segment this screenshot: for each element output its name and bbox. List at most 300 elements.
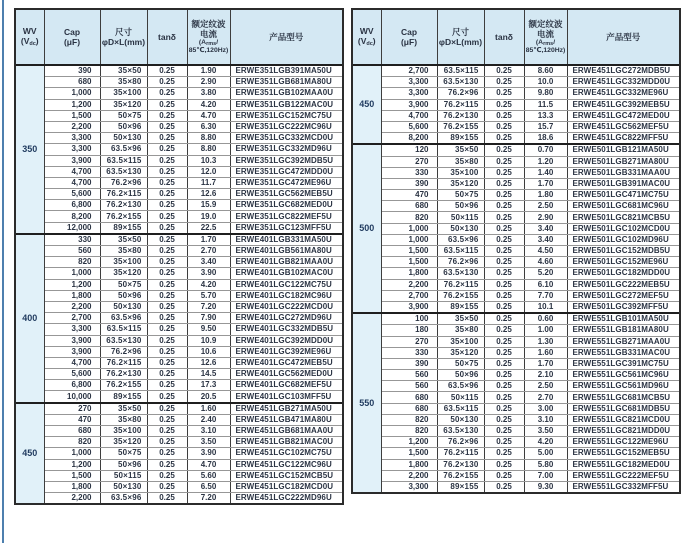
ripple-current-cell: 2.90	[524, 212, 567, 223]
ripple-current-cell: 5.70	[187, 290, 230, 301]
cap-cell: 560	[44, 246, 100, 257]
spec-row	[352, 290, 680, 301]
spec-row	[15, 177, 343, 188]
size-cell: 50×130	[100, 301, 147, 312]
spec-row	[352, 414, 680, 425]
tan-delta-cell: 0.25	[484, 201, 524, 212]
tan-delta-cell: 0.25	[147, 234, 187, 246]
tan-delta-cell: 0.25	[484, 99, 524, 110]
part-number-cell: ERWE351LGB681MA80U	[230, 77, 343, 88]
page-margin-line	[2, 0, 4, 543]
part-number-cell: ERWE551LGC182MED0U	[567, 459, 680, 470]
spec-row	[352, 392, 680, 403]
spec-row	[352, 110, 680, 121]
cap-cell: 1,500	[44, 470, 100, 481]
size-cell: 50×75	[100, 110, 147, 121]
tan-delta-cell: 0.25	[147, 155, 187, 166]
size-cell: 63.5×96	[437, 381, 484, 392]
ripple-current-cell: 1.80	[524, 190, 567, 201]
capacitor-spec-table	[351, 8, 681, 494]
tan-delta-cell: 0.25	[484, 65, 524, 77]
ripple-current-cell: 19.0	[187, 211, 230, 222]
size-cell: 63.5×130	[100, 335, 147, 346]
tan-delta-cell: 0.25	[484, 144, 524, 156]
ripple-current-cell: 8.80	[187, 144, 230, 155]
size-cell: 35×100	[437, 167, 484, 178]
spec-row	[352, 279, 680, 290]
size-cell: 35×80	[100, 246, 147, 257]
capacitor-spec-table	[14, 8, 344, 505]
size-cell: 35×100	[437, 336, 484, 347]
size-cell: 63.5×96	[100, 144, 147, 155]
spec-row	[352, 121, 680, 132]
cap-cell: 1,200	[381, 437, 437, 448]
ripple-current-cell: 2.70	[187, 246, 230, 257]
cap-cell: 3,900	[381, 301, 437, 313]
cap-cell: 2,200	[44, 121, 100, 132]
tan-delta-cell: 0.25	[147, 200, 187, 211]
spec-row	[352, 144, 680, 156]
cap-cell: 820	[381, 426, 437, 437]
size-cell: 76.2×155	[437, 121, 484, 132]
tan-delta-cell: 0.25	[147, 301, 187, 312]
ripple-current-cell: 4.60	[524, 257, 567, 268]
part-number-cell: ERWE351LGB391MA50U	[230, 65, 343, 77]
size-cell: 50×75	[100, 279, 147, 290]
ripple-current-cell: 6.50	[187, 481, 230, 492]
spec-row	[15, 380, 343, 391]
size-cell: 76.2×115	[437, 448, 484, 459]
size-cell: 50×130	[100, 481, 147, 492]
spec-row	[15, 426, 343, 437]
part-number-cell: ERWE501LGC102MD96U	[567, 234, 680, 245]
size-cell: 35×120	[100, 437, 147, 448]
ripple-current-cell: 1.90	[187, 65, 230, 77]
ripple-current-cell: 2.50	[524, 381, 567, 392]
size-cell: 50×75	[437, 358, 484, 369]
size-cell: 63.5×96	[100, 493, 147, 505]
part-number-cell: ERWE401LGC562MED0U	[230, 369, 343, 380]
cap-cell: 5,600	[381, 121, 437, 132]
cap-cell: 8,200	[44, 211, 100, 222]
cap-cell: 1,500	[44, 110, 100, 121]
size-cell: 76.2×115	[437, 279, 484, 290]
wv-label: WV	[22, 26, 37, 37]
tan-delta-cell: 0.25	[484, 121, 524, 132]
part-number-cell: ERWE401LGC182MC96U	[230, 290, 343, 301]
part-number-cell: ERWE551LGB331MAC0U	[567, 347, 680, 358]
part-number-cell: ERWE551LGC681MDB5U	[567, 403, 680, 414]
cap-cell: 3,900	[44, 155, 100, 166]
cap-cell: 390	[381, 178, 437, 189]
size-cell: 89×155	[437, 481, 484, 493]
part-number-cell: ERWE401LGC392MDD0U	[230, 335, 343, 346]
tan-delta-cell: 0.25	[484, 212, 524, 223]
size-cell: 35×80	[437, 325, 484, 336]
spec-row	[352, 167, 680, 178]
cap-cell: 680	[381, 403, 437, 414]
tan-delta-cell: 0.25	[484, 325, 524, 336]
cap-cell: 560	[381, 381, 437, 392]
spec-row	[15, 155, 343, 166]
cap-cell: 680	[44, 77, 100, 88]
spec-row	[352, 133, 680, 145]
size-cell: 76.2×130	[100, 200, 147, 211]
tan-delta-cell: 0.25	[147, 279, 187, 290]
spec-row	[15, 448, 343, 459]
ripple-current-cell: 6.30	[187, 121, 230, 132]
ripple-current-cell: 3.50	[524, 426, 567, 437]
cap-cell: 1,800	[381, 268, 437, 279]
ripple-current-cell: 3.10	[187, 426, 230, 437]
size-cell: 89×155	[437, 301, 484, 313]
ripple-current-cell: 0.70	[524, 144, 567, 156]
tan-delta-cell: 0.25	[147, 99, 187, 110]
size-cell: 50×130	[437, 414, 484, 425]
part-number-cell: ERWE401LGC392ME96U	[230, 346, 343, 357]
part-number-cell: ERWE401LGB561MA80U	[230, 246, 343, 257]
spec-row	[352, 178, 680, 189]
spec-row	[15, 403, 343, 415]
tan-delta-cell: 0.25	[147, 470, 187, 481]
part-number-cell: ERWE501LGB121MA50U	[567, 144, 680, 156]
spec-row	[15, 65, 343, 77]
size-cell: 63.5×130	[437, 426, 484, 437]
tan-delta-cell: 0.25	[147, 324, 187, 335]
ripple-current-cell: 3.40	[524, 234, 567, 245]
spec-row	[352, 190, 680, 201]
voltage-cell: 450	[15, 403, 44, 505]
ripple-current-cell: 3.40	[524, 223, 567, 234]
wv-label: WV	[359, 26, 374, 37]
size-cell: 35×120	[437, 347, 484, 358]
cap-cell: 820	[44, 437, 100, 448]
ripple-current-cell: 10.9	[187, 335, 230, 346]
ripple-current-cell: 11.7	[187, 177, 230, 188]
part-number-cell: ERWE401LGC272MD96U	[230, 313, 343, 324]
ripple-current-cell: 2.50	[524, 201, 567, 212]
size-cell: 76.2×130	[100, 369, 147, 380]
size-cell: 35×120	[100, 268, 147, 279]
part-number-cell: ERWE501LGC102MCD0U	[567, 223, 680, 234]
tan-delta-cell: 0.25	[484, 246, 524, 257]
spec-row	[352, 459, 680, 470]
tan-delta-cell: 0.25	[484, 133, 524, 145]
spec-row	[15, 200, 343, 211]
part-number-cell: ERWE401LGB331MA50U	[230, 234, 343, 246]
cap-cell: 560	[381, 370, 437, 381]
ratings-table-right	[351, 8, 681, 505]
ripple-current-cell: 3.40	[187, 257, 230, 268]
spec-row	[352, 234, 680, 245]
tan-delta-cell: 0.25	[147, 211, 187, 222]
spec-row	[15, 268, 343, 279]
tan-delta-cell: 0.25	[147, 166, 187, 177]
part-number-cell: ERWE351LGC222MC96U	[230, 121, 343, 132]
spec-row	[352, 426, 680, 437]
size-cell: 63.5×130	[437, 268, 484, 279]
cap-cell: 820	[381, 212, 437, 223]
tan-delta-cell: 0.25	[147, 391, 187, 403]
cap-cell: 270	[381, 336, 437, 347]
part-number-cell: ERWE401LGC103MFF5U	[230, 391, 343, 403]
tan-delta-cell: 0.25	[147, 121, 187, 132]
size-cell: 76.2×96	[100, 346, 147, 357]
spec-row	[352, 223, 680, 234]
part-number-cell: ERWE451LGB681MAA0U	[230, 426, 343, 437]
size-cell: 89×155	[100, 222, 147, 234]
cap-cell: 820	[381, 414, 437, 425]
size-cell: 63.5×130	[437, 77, 484, 88]
part-number-cell: ERWE451LGB471MA80U	[230, 414, 343, 425]
col-header-cap: Cap (μF)	[44, 9, 100, 65]
spec-row	[352, 325, 680, 336]
cap-cell: 8,200	[381, 133, 437, 145]
spec-row	[15, 77, 343, 88]
cap-cell: 5,600	[44, 189, 100, 200]
spec-row	[352, 88, 680, 99]
ripple-current-cell: 4.20	[187, 279, 230, 290]
tan-delta-cell: 0.25	[147, 346, 187, 357]
part-number-cell: ERWE351LGC562MEB5U	[230, 189, 343, 200]
size-cell: 50×96	[437, 201, 484, 212]
tan-delta-cell: 0.25	[147, 369, 187, 380]
col-header-tan: tanδ	[484, 9, 524, 65]
ripple-current-cell: 22.5	[187, 222, 230, 234]
size-cell: 35×50	[100, 403, 147, 415]
part-number-cell: ERWE551LGC681MCB5U	[567, 392, 680, 403]
size-cell: 50×130	[100, 133, 147, 144]
spec-row	[15, 391, 343, 403]
part-number-cell: ERWE401LGC472MEB5U	[230, 357, 343, 368]
cap-cell: 820	[44, 257, 100, 268]
spec-row	[352, 403, 680, 414]
cap-cell: 1,000	[44, 448, 100, 459]
ripple-current-cell: 18.6	[524, 133, 567, 145]
ripple-current-cell: 5.00	[524, 448, 567, 459]
tan-delta-cell: 0.25	[147, 257, 187, 268]
ripple-current-cell: 9.50	[187, 324, 230, 335]
tan-delta-cell: 0.25	[147, 357, 187, 368]
size-cell: 76.2×155	[100, 211, 147, 222]
tan-delta-cell: 0.25	[484, 336, 524, 347]
size-cell: 35×120	[100, 99, 147, 110]
spec-row	[15, 257, 343, 268]
part-number-cell: ERWE551LGB101MA50U	[567, 313, 680, 325]
spec-row	[15, 357, 343, 368]
cap-cell: 470	[44, 414, 100, 425]
cap-cell: 1,200	[44, 459, 100, 470]
tan-delta-cell: 0.25	[484, 290, 524, 301]
part-number-cell: ERWE551LGC332MFF5U	[567, 481, 680, 493]
size-cell: 35×80	[100, 414, 147, 425]
tan-delta-cell: 0.25	[484, 381, 524, 392]
cap-cell: 680	[381, 392, 437, 403]
cap-cell: 270	[44, 403, 100, 415]
spec-row	[15, 369, 343, 380]
part-number-cell: ERWE501LGC821MCB5U	[567, 212, 680, 223]
ripple-current-cell: 7.20	[187, 493, 230, 505]
tan-delta-cell: 0.25	[484, 347, 524, 358]
spec-row	[15, 222, 343, 234]
tan-delta-cell: 0.25	[147, 380, 187, 391]
spec-row	[15, 133, 343, 144]
cap-cell: 270	[381, 156, 437, 167]
tan-delta-cell: 0.25	[484, 392, 524, 403]
tan-delta-cell: 0.25	[147, 222, 187, 234]
spec-row	[15, 144, 343, 155]
tan-delta-cell: 0.25	[484, 178, 524, 189]
size-cell: 76.2×155	[100, 380, 147, 391]
part-number-cell: ERWE351LGC332MCD0U	[230, 133, 343, 144]
part-number-cell: ERWE551LGC821MCD0U	[567, 414, 680, 425]
cap-cell: 390	[44, 65, 100, 77]
tan-delta-cell: 0.25	[147, 426, 187, 437]
spec-row	[15, 99, 343, 110]
spec-row	[15, 279, 343, 290]
part-number-cell: ERWE351LGC152MC75U	[230, 110, 343, 121]
tan-delta-cell: 0.25	[484, 223, 524, 234]
size-cell: 63.5×96	[100, 313, 147, 324]
spec-row	[352, 347, 680, 358]
ripple-current-cell: 1.40	[524, 167, 567, 178]
size-cell: 63.5×96	[437, 234, 484, 245]
part-number-cell: ERWE451LGC392MEB5U	[567, 99, 680, 110]
part-number-cell: ERWE451LGC222MD96U	[230, 493, 343, 505]
cap-cell: 680	[44, 426, 100, 437]
spec-row	[352, 481, 680, 493]
cap-cell: 1,500	[381, 448, 437, 459]
cap-cell: 4,700	[44, 177, 100, 188]
cap-cell: 5,600	[44, 369, 100, 380]
tan-delta-cell: 0.25	[147, 493, 187, 505]
col-header-product: 产品型号	[567, 9, 680, 65]
spec-row	[352, 381, 680, 392]
tan-delta-cell: 0.25	[484, 459, 524, 470]
cap-cell: 1,500	[381, 246, 437, 257]
tan-delta-cell: 0.25	[484, 167, 524, 178]
tan-delta-cell: 0.25	[484, 370, 524, 381]
cap-cell: 3,900	[44, 335, 100, 346]
part-number-cell: ERWE551LGC561MD96U	[567, 381, 680, 392]
spec-row	[15, 470, 343, 481]
spec-row	[352, 370, 680, 381]
ripple-current-cell: 15.9	[187, 200, 230, 211]
size-cell: 35×100	[100, 88, 147, 99]
part-number-cell: ERWE351LGC392MDB5U	[230, 155, 343, 166]
size-cell: 50×96	[100, 290, 147, 301]
ripple-current-cell: 10.6	[187, 346, 230, 357]
size-cell: 76.2×96	[437, 88, 484, 99]
cap-cell: 12,000	[44, 222, 100, 234]
part-number-cell: ERWE351LGC472ME96U	[230, 177, 343, 188]
tan-delta-cell: 0.25	[147, 437, 187, 448]
spec-row	[15, 211, 343, 222]
tan-delta-cell: 0.25	[147, 313, 187, 324]
part-number-cell: ERWE351LGB102MAA0U	[230, 88, 343, 99]
size-cell: 63.5×115	[437, 65, 484, 77]
part-number-cell: ERWE351LGC682MED0U	[230, 200, 343, 211]
spec-row	[352, 246, 680, 257]
part-number-cell: ERWE551LGB271MAA0U	[567, 336, 680, 347]
tan-delta-cell: 0.25	[147, 177, 187, 188]
ripple-current-cell: 2.70	[524, 392, 567, 403]
cap-cell: 4,700	[381, 110, 437, 121]
part-number-cell: ERWE551LGC222MEF5U	[567, 470, 680, 481]
size-cell: 76.2×115	[100, 357, 147, 368]
ripple-current-cell: 3.00	[524, 403, 567, 414]
tan-delta-cell: 0.25	[484, 313, 524, 325]
col-header-tan: tanδ	[147, 9, 187, 65]
spec-row	[352, 65, 680, 77]
spec-row	[15, 246, 343, 257]
size-cell: 63.5×115	[437, 403, 484, 414]
cap-cell: 390	[381, 358, 437, 369]
size-cell: 35×120	[437, 178, 484, 189]
size-cell: 89×155	[100, 391, 147, 403]
spec-row	[352, 437, 680, 448]
header-row	[352, 9, 680, 65]
part-number-cell: ERWE351LGC822MEF5U	[230, 211, 343, 222]
part-number-cell: ERWE451LGC122MC96U	[230, 459, 343, 470]
col-header-size: 尺寸 φD×L(mm)	[100, 9, 147, 65]
ripple-current-cell: 2.40	[187, 414, 230, 425]
tan-delta-cell: 0.25	[147, 481, 187, 492]
size-cell: 76.2×96	[437, 257, 484, 268]
ripple-current-cell: 4.20	[187, 99, 230, 110]
spec-row	[352, 156, 680, 167]
col-header-product: 产品型号	[230, 9, 343, 65]
voltage-cell: 400	[15, 234, 44, 403]
tan-delta-cell: 0.25	[147, 65, 187, 77]
cap-cell: 180	[381, 325, 437, 336]
size-cell: 76.2×130	[437, 459, 484, 470]
ripple-current-cell: 4.50	[524, 246, 567, 257]
voltage-cell: 450	[352, 65, 381, 144]
spec-row	[15, 437, 343, 448]
ripple-current-cell: 9.30	[524, 481, 567, 493]
ratings-table-left	[14, 8, 344, 505]
part-number-cell: ERWE501LGC152ME96U	[567, 257, 680, 268]
size-cell: 35×80	[437, 156, 484, 167]
ripple-current-cell: 1.60	[187, 403, 230, 415]
spec-row	[15, 189, 343, 200]
size-cell: 35×50	[437, 144, 484, 156]
ripple-current-cell: 7.70	[524, 290, 567, 301]
spec-row	[15, 301, 343, 312]
tan-delta-cell: 0.25	[484, 437, 524, 448]
spec-row	[15, 459, 343, 470]
part-number-cell: ERWE551LGC391MC75U	[567, 358, 680, 369]
cap-cell: 2,200	[44, 301, 100, 312]
spec-row	[352, 358, 680, 369]
part-number-cell: ERWE501LGC272MEF5U	[567, 290, 680, 301]
part-number-cell: ERWE401LGC122MC75U	[230, 279, 343, 290]
cap-cell: 3,300	[44, 324, 100, 335]
cap-cell: 120	[381, 144, 437, 156]
ripple-current-cell: 11.5	[524, 99, 567, 110]
cap-cell: 1,200	[44, 99, 100, 110]
wv-unit: $(V_{dc})$	[20, 36, 39, 48]
ripple-current-cell: 1.70	[524, 358, 567, 369]
cap-cell: 6,800	[44, 200, 100, 211]
spec-row	[352, 336, 680, 347]
spec-row	[15, 290, 343, 301]
ripple-current-cell: 1.60	[524, 347, 567, 358]
size-cell: 35×50	[100, 65, 147, 77]
cap-cell: 2,700	[381, 290, 437, 301]
ripple-current-cell: 12.0	[187, 166, 230, 177]
